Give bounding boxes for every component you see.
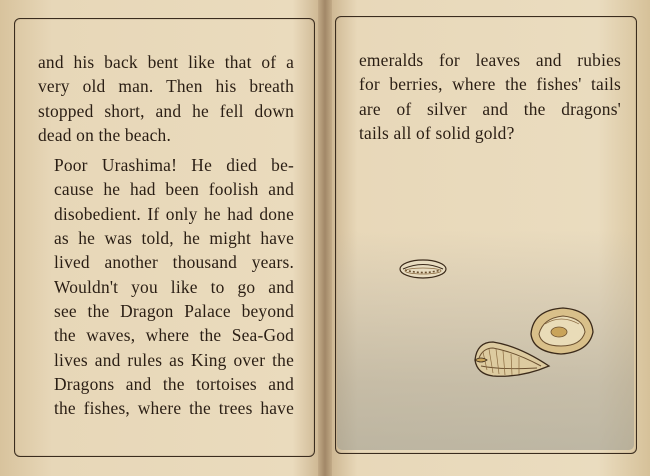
- text-line: see the Dragon Palace beyond: [54, 300, 294, 321]
- text-line: cause he had been foolish and: [54, 179, 294, 200]
- small-cowrie-shell-icon: [397, 256, 449, 282]
- text-line: as he was told, he might have: [54, 228, 294, 249]
- text-line: very old man. Then his breath: [38, 76, 294, 97]
- left-page-text: [38, 50, 294, 420]
- text-line: and his back bent like that of a: [38, 52, 294, 72]
- text-line: the fishes, where the trees have: [54, 398, 294, 419]
- paragraph-1: [38, 50, 294, 147]
- text-line: tails all of solid gold?: [359, 122, 515, 143]
- right-page: [325, 0, 650, 476]
- text-line: stopped short, and he fell down: [38, 100, 294, 121]
- text-line: for berries, where the fishes' tails: [359, 74, 621, 95]
- text-line: are of silver and the dragons': [359, 98, 621, 119]
- paragraph-2: [38, 153, 294, 420]
- text-line: the waves, where the Sea-God: [54, 325, 294, 346]
- paragraph-3: [359, 48, 621, 145]
- cone-shell-icon: [471, 336, 553, 382]
- text-line: lived another thousand years.: [54, 252, 294, 273]
- text-line: lives and rules as King over the: [54, 349, 294, 370]
- right-page-text: [359, 48, 621, 145]
- text-line: emeralds for leaves and rubies: [359, 50, 621, 70]
- text-line: Dragons and the tortoises and: [54, 373, 294, 394]
- text-line: dead on the beach.: [38, 124, 172, 145]
- text-line: Poor Urashima! He died be-: [54, 155, 294, 176]
- text-line: Wouldn't you like to go and: [54, 276, 294, 297]
- text-line: disobedient. If only he had done: [54, 203, 294, 224]
